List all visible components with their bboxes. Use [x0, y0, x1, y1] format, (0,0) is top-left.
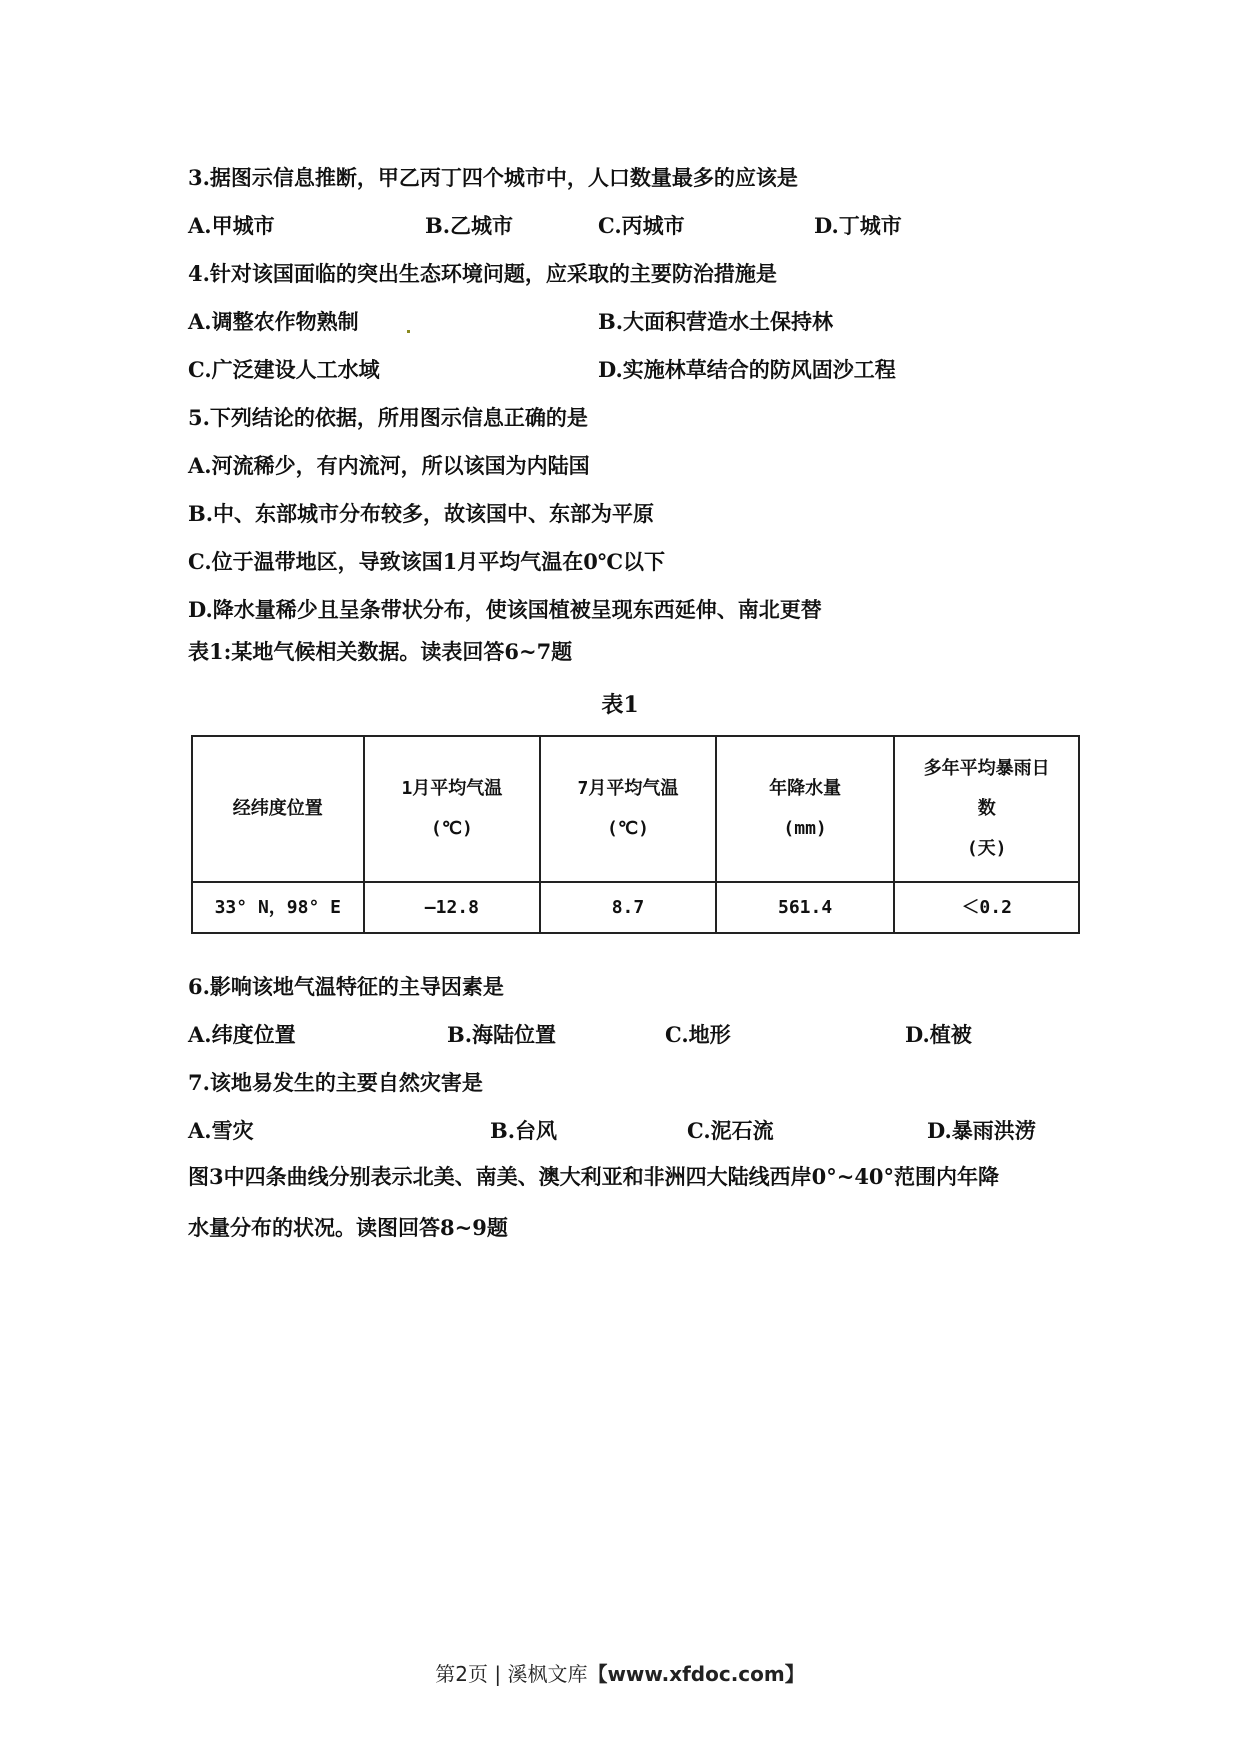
table-caption: 表1 [601, 692, 639, 718]
q6-option-c: C.地形 [665, 1022, 731, 1047]
q3-option-c: C.丙城市 [598, 213, 685, 238]
header-jan-temp: 1月平均气温 (℃) [364, 736, 541, 882]
q5-option-c: C.位于温带地区，导致该国1月平均气温在0℃以下 [188, 549, 666, 574]
footer-separator: | [494, 1662, 502, 1686]
q7-option-c: C.泥石流 [687, 1118, 774, 1143]
table-header-row [192, 736, 1079, 882]
q4-option-d: D.实施林草结合的防风固沙工程 [598, 357, 896, 382]
q3-option-b: B.乙城市 [425, 213, 514, 238]
q7-option-a: A.雪灾 [188, 1118, 254, 1143]
header-jul-temp: 7月平均气温 (℃) [540, 736, 716, 882]
q5-option-a: A.河流稀少，有内流河，所以该国为内陆国 [188, 453, 590, 478]
cell-annual-precip: 561.4 [716, 882, 895, 933]
table-row [192, 882, 1079, 933]
q7-option-d: D.暴雨洪涝 [927, 1118, 1036, 1143]
question-4-stem: 4.针对该国面临的突出生态环境问题，应采取的主要防治措施是 [188, 261, 777, 286]
page-footer [0, 1658, 1240, 1687]
question-3-stem: 3.据图示信息推断，甲乙丙丁四个城市中，人口数量最多的应该是 [188, 165, 798, 190]
figure-3-intro-line-2: 水量分布的状况。读图回答8~9题 [188, 1215, 508, 1240]
figure-3-intro-line-1: 图3中四条曲线分别表示北美、南美、澳大利亚和非洲四大陆线西岸0°~40°范围内年降 [188, 1164, 1000, 1189]
q4-option-b: B.大面积营造水土保持林 [598, 309, 834, 334]
page-number: 第2页 [435, 1662, 488, 1686]
q3-option-a: A.甲城市 [188, 213, 275, 238]
stray-dot [407, 330, 410, 333]
cell-location: 33° N，98° E [192, 882, 364, 933]
site-name: 溪枫文库 [507, 1662, 588, 1686]
q6-option-a: A.纬度位置 [188, 1022, 296, 1047]
q3-option-d: D.丁城市 [814, 213, 902, 238]
table-intro: 表1:某地气候相关数据。读表回答6~7题 [188, 639, 573, 664]
q6-option-d: D.植被 [905, 1022, 972, 1047]
q6-option-b: B.海陆位置 [447, 1022, 557, 1047]
question-6-stem: 6.影响该地气温特征的主导因素是 [188, 974, 504, 999]
cell-rainstorm-days: ＜0.2 [894, 882, 1079, 933]
q5-option-b: B.中、东部城市分布较多，故该国中、东部为平原 [188, 501, 655, 526]
cell-jan-temp: —12.8 [364, 882, 541, 933]
q4-option-a: A.调整农作物熟制 [188, 309, 359, 334]
cell-jul-temp: 8.7 [540, 882, 716, 933]
q7-option-b: B.台风 [490, 1118, 558, 1143]
climate-table [191, 735, 1080, 934]
question-5-stem: 5.下列结论的依据，所用图示信息正确的是 [188, 405, 588, 430]
site-link[interactable]: 【www.xfdoc.com】 [587, 1662, 805, 1686]
question-7-stem: 7.该地易发生的主要自然灾害是 [188, 1070, 483, 1095]
header-location: 经纬度位置 [192, 736, 364, 882]
header-annual-precip: 年降水量 (mm) [716, 736, 895, 882]
q5-option-d: D.降水量稀少且呈条带状分布，使该国植被呈现东西延伸、南北更替 [188, 597, 822, 622]
q4-option-c: C.广泛建设人工水域 [188, 357, 380, 382]
header-rainstorm-days: 多年平均暴雨日 数 (天) [894, 736, 1079, 882]
